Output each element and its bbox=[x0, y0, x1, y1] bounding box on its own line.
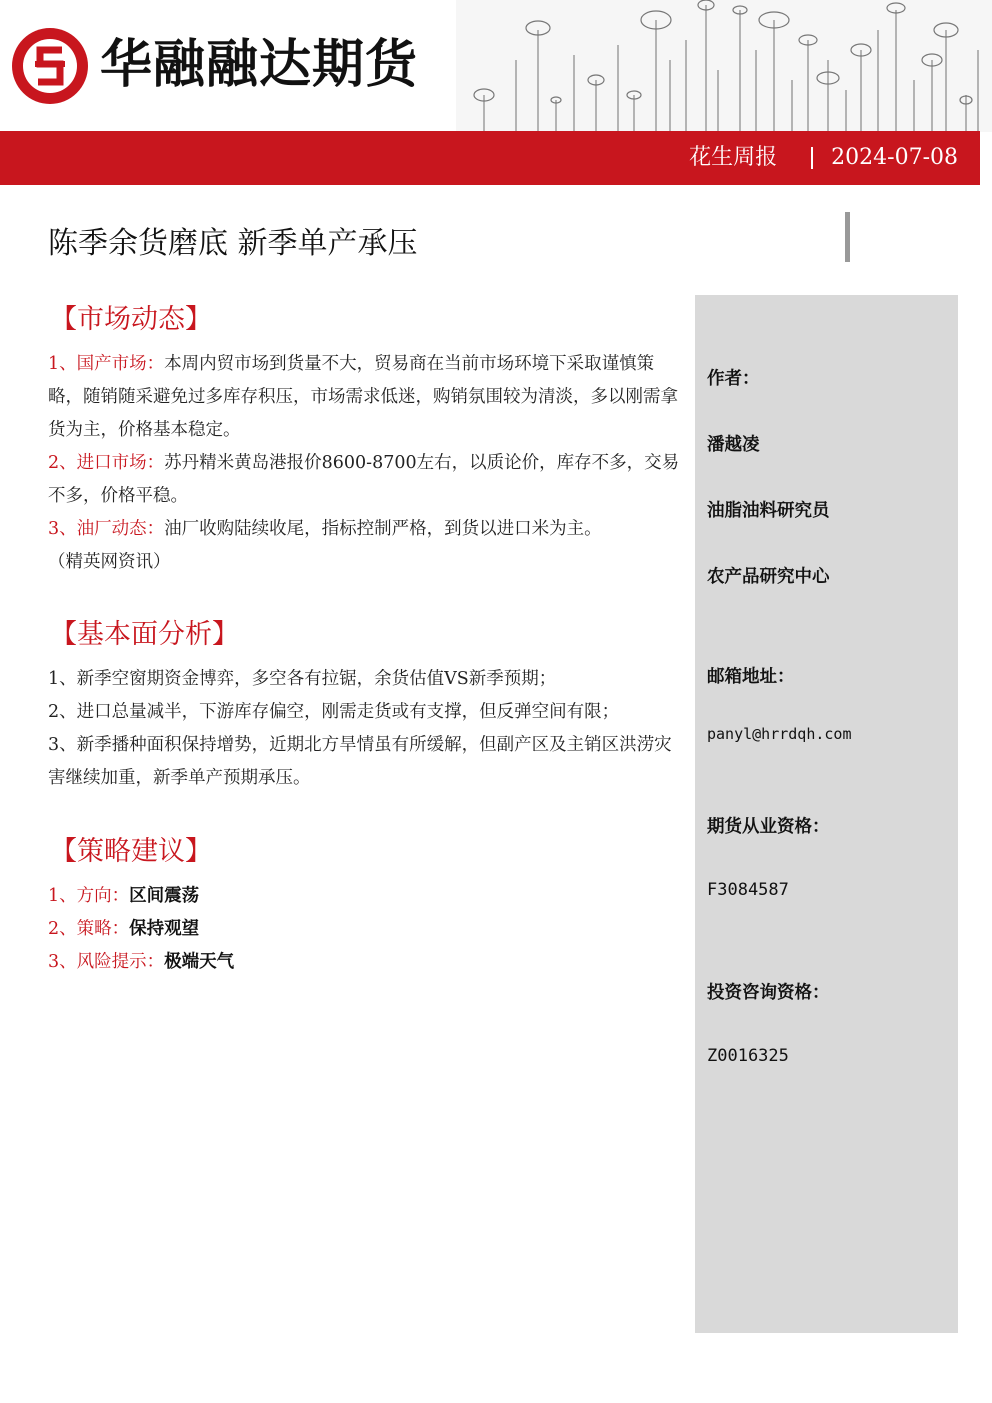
decorative-dandelion-graphic bbox=[456, 0, 992, 132]
invest-cert-number: Z0016325 bbox=[707, 1046, 789, 1066]
list-item: 3、风险提示：极端天气 bbox=[48, 952, 235, 972]
list-item: 3、油厂动态：油厂收购陆续收尾，指标控制严格，到货以进口米为主。 bbox=[48, 519, 602, 539]
report-banner bbox=[0, 131, 980, 185]
report-header bbox=[0, 0, 992, 185]
list-item: 2、策略：保持观望 bbox=[48, 919, 200, 939]
invest-cert-label: 投资咨询资格： bbox=[707, 983, 830, 1003]
author-label: 作者： bbox=[707, 369, 760, 389]
list-item: 2、进口总量减半，下游库存偏空，刚需走货或有支撑，但反弹空间有限； bbox=[48, 702, 620, 722]
fundamental-section bbox=[48, 615, 688, 795]
section-heading: 【策略建议】 bbox=[50, 836, 212, 867]
author-name: 潘越凌 bbox=[707, 435, 760, 455]
author-sidebar bbox=[695, 295, 958, 1333]
title-accent-bar bbox=[845, 212, 850, 262]
strategy-section bbox=[48, 832, 688, 979]
futures-cert-number: F3084587 bbox=[707, 880, 789, 900]
author-department: 农产品研究中心 bbox=[707, 567, 830, 587]
list-item: 1、方向：区间震荡 bbox=[48, 886, 200, 906]
author-position: 油脂油料研究员 bbox=[707, 501, 830, 521]
company-name: 华融融达期货 bbox=[100, 35, 419, 95]
section-heading: 【市场动态】 bbox=[50, 304, 212, 335]
market-section bbox=[48, 300, 688, 579]
email-address[interactable]: panyl@hrrdqh.com bbox=[707, 725, 852, 743]
report-type: 花生周报 bbox=[689, 145, 778, 170]
section-heading: 【基本面分析】 bbox=[50, 619, 239, 650]
source-note: （精英网资讯） bbox=[48, 552, 171, 572]
futures-cert-label: 期货从业资格： bbox=[707, 817, 830, 837]
report-date: 2024-07-08 bbox=[831, 145, 958, 170]
list-item: 2、进口市场：苏丹精米黄岛港报价8600-8700左右，以质论价，库存不多，交易不多，价格平稳。 bbox=[48, 453, 680, 506]
divider bbox=[811, 147, 813, 169]
list-item: 1、国产市场：本周内贸市场到货量不大，贸易商在当前市场环境下采取谨慎策略，随销随采避免过多库存积压，市场需求低迷，购销氛围较为清淡，多以刚需拿货为主，价格基本稳定。 bbox=[48, 354, 678, 440]
report-title: 陈季余货磨底 新季单产承压 bbox=[48, 226, 418, 261]
email-label: 邮箱地址： bbox=[707, 667, 795, 687]
list-item: 1、新季空窗期资金博弈，多空各有拉锯，余货估值VS新季预期； bbox=[48, 669, 557, 689]
list-item: 3、新季播种面积保持增势，近期北方旱情虽有所缓解，但副产区及主销区洪涝灾害继续加重，新季单产预期承压。 bbox=[48, 735, 672, 788]
company-logo-icon bbox=[10, 26, 90, 106]
